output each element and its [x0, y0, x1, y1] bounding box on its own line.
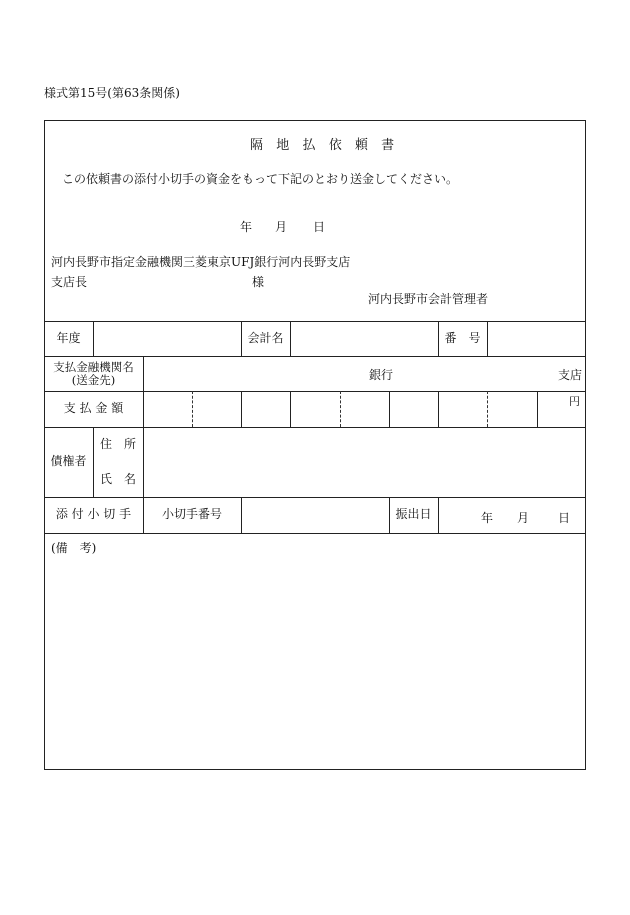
issue-date-day: 日 [558, 511, 571, 525]
number-label: 番 号 [444, 330, 481, 345]
account-name-field[interactable] [291, 322, 437, 355]
form-reference: 様式第15号(第63条関係) [44, 86, 180, 100]
creditor-address-field[interactable] [144, 428, 585, 462]
branch-suffix: 支店 [558, 368, 583, 382]
date-day: 日 [313, 220, 326, 234]
creditor-name-field[interactable] [144, 462, 585, 496]
rule-v [143, 356, 144, 391]
issue-date-year: 年 [481, 511, 494, 525]
attached-check-label: 添 付 小 切 手 [55, 507, 132, 522]
date-year: 年 [240, 220, 253, 234]
rule-v [438, 497, 439, 533]
sender-name: 河内長野市会計管理者 [368, 292, 489, 306]
bank-suffix: 銀行 [369, 368, 394, 382]
account-name-label: 会計名 [247, 330, 284, 345]
issue-date-label: 振出日 [395, 507, 432, 522]
payment-amount-field[interactable] [144, 392, 585, 426]
check-number-field[interactable] [242, 498, 388, 532]
fiscal-year-field[interactable] [94, 322, 240, 355]
creditor-label: 債権者 [50, 454, 87, 469]
addressee-bank: 河内長野市指定金融機関三菱東京UFJ銀行河内長野支店 [51, 255, 351, 269]
addressee-title: 支店長 [51, 275, 88, 289]
number-field[interactable] [488, 322, 585, 355]
remarks-label: (備 考) [51, 541, 97, 555]
remarks-field[interactable] [45, 556, 585, 768]
creditor-name-label: 氏 名 [99, 472, 136, 487]
request-text: この依頼書の添付小切手の資金をもって下記のとおり送金してください。 [62, 172, 459, 186]
payee-bank-label [44, 356, 143, 391]
date-month: 月 [275, 220, 288, 234]
payee-bank-label-line2: (送金先) [71, 372, 116, 387]
creditor-address-label: 住 所 [99, 437, 136, 452]
rule-remarks-top [44, 533, 586, 534]
issue-date-month: 月 [517, 511, 530, 525]
check-number-label: 小切手番号 [161, 507, 222, 522]
fiscal-year-label: 年度 [56, 330, 81, 345]
document-title: 隔 地 払 依 頼 書 [250, 138, 399, 153]
payee-bank-label-line1: 支払金融機関名 [53, 359, 134, 374]
payment-amount-label: 支 払 金 額 [63, 401, 124, 416]
addressee-honorific: 様 [252, 275, 265, 289]
yen-unit: 円 [569, 395, 580, 408]
